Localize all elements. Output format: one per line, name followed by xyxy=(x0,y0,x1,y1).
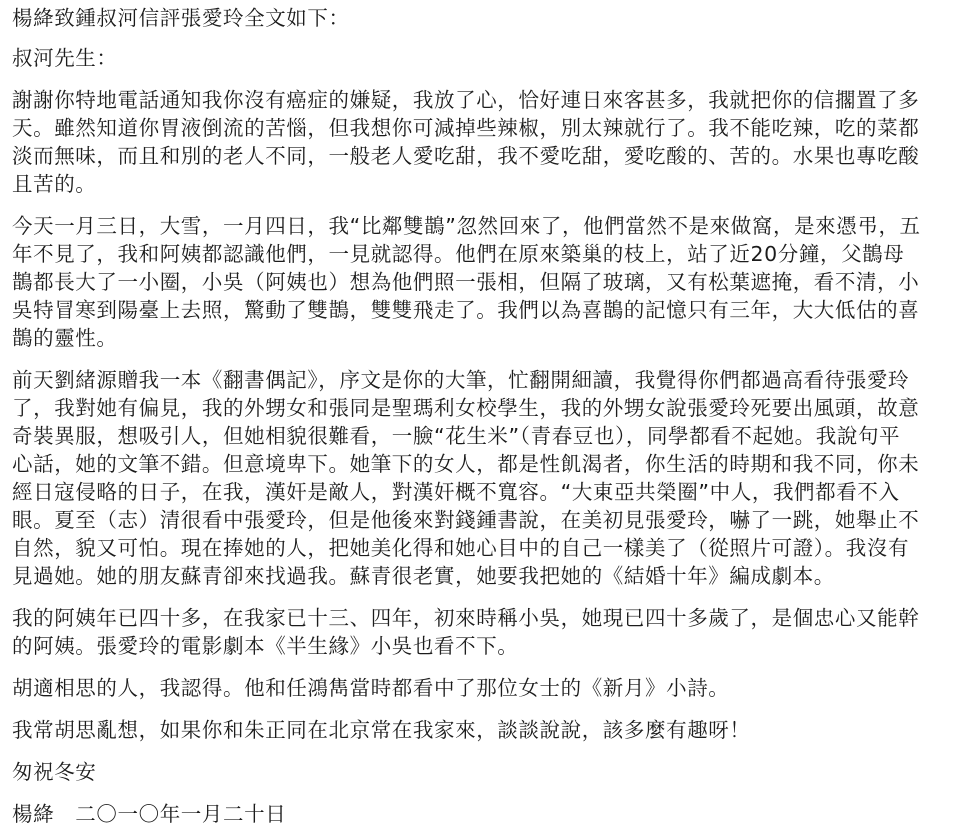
text-line: 經日寇侵略的日子，在我，漢奸是敵人，對漢奸概不寬容。“大東亞共榮圈”中人，我們都看不入 xyxy=(12,480,900,504)
text-line: 我的阿姨年已四十多，在我家已十三、四年，初來時稱小吳，她現已四十多歲了，是個忠心又能幹 xyxy=(12,606,920,630)
text-line: 吳特冒寒到陽臺上去照，驚動了雙鵲，雙雙飛走了。我們以為喜鵲的記憶只有三年，大大低估的喜 xyxy=(12,298,920,322)
text-line: 胡適相思的人，我認得。他和任鴻雋當時都看中了那位女士的《新月》小詩。 xyxy=(12,676,730,700)
text-line: 自然，貌又可怕。現在捧她的人，把她美化得和她心目中的自己一樣美了（從照片可證）。我沒有 xyxy=(12,536,910,560)
text-line: 前天劉緒源贈我一本《翻書偶記》，序文是你的大筆，忙翻開細讀，我覺得你們都過高看待張愛玲 xyxy=(12,368,910,392)
text-line: 見過她。她的朋友蘇青卻來找過我。蘇青很老實，她要我把她的《結婚十年》編成劇本。 xyxy=(12,564,835,588)
text-line: 謝謝你特地電話通知我你沒有癌症的嫌疑，我放了心，恰好連日來客甚多，我就把你的信擱置了多 xyxy=(12,88,920,112)
text-line: 今天一月三日，大雪，一月四日，我“比鄰雙鵲”忽然回來了，他們當然不是來做窩，是來憑弔，五 xyxy=(12,214,921,238)
paragraph-hu-shi xyxy=(12,674,946,702)
text-line: 鵲的靈性。 xyxy=(12,326,118,350)
text-line: 心話，她的文筆不錯。但意境卑下。她筆下的女人，都是性飢渴者，你生活的時期和我不同，你未 xyxy=(12,452,920,476)
paragraph-eileen-chang xyxy=(12,366,946,590)
paragraph-housekeeper xyxy=(12,604,946,660)
paragraph-magpies xyxy=(12,212,946,352)
paragraph-cancer-news xyxy=(12,86,946,198)
letter-closing: 匆祝冬安 xyxy=(12,760,97,784)
text-line: 淡而無味，而且和別的老人不同，一般老人愛吃甜，我不愛吃甜，愛吃酸的、苦的。水果也專吃酸 xyxy=(12,144,920,168)
text-line: 了，我對她有偏見，我的外甥女和張同是聖瑪利女校學生，我的外甥女說張愛玲死要出風頭，故意 xyxy=(12,396,920,420)
text-line: 奇裝異服，想吸引人，但她相貌很難看，一臉“花生米”（青春豆也），同學都看不起她。我說句平 xyxy=(12,424,901,448)
letter-salutation: 叔河先生： xyxy=(12,46,118,70)
text-line: 且苦的。 xyxy=(12,172,97,196)
document-heading: 楊絳致鍾叔河信評張愛玲全文如下： xyxy=(12,6,350,30)
text-line: 的阿姨。張愛玲的電影劇本《半生緣》小吳也看不下。 xyxy=(12,634,519,658)
paragraph-invitation xyxy=(12,716,946,744)
text-line: 眼。夏至（志）清很看中張愛玲，但是他後來對錢鍾書說，在美初見張愛玲，嚇了一跳，她舉止不 xyxy=(12,508,920,532)
text-line: 年不見了，我和阿姨都認識他們，一見就認得。他們在原來築巢的枝上，站了近20分鐘，父鵲母 xyxy=(12,242,905,266)
letter-signature: 楊絳 二〇一〇年一月二十日 xyxy=(12,802,287,826)
text-line: 我常胡思亂想，如果你和朱正同在北京常在我家來，談談說說，該多麼有趣呀！ xyxy=(12,718,751,742)
text-line: 鵲都長大了一小圈，小吳（阿姨也）想為他們照一張相，但隔了玻璃，又有松葉遮掩，看不清，小 xyxy=(12,270,920,294)
text-line: 天。雖然知道你胃液倒流的苦惱，但我想你可減掉些辣椒，別太辣就行了。我不能吃辣，吃的菜都 xyxy=(12,116,920,140)
